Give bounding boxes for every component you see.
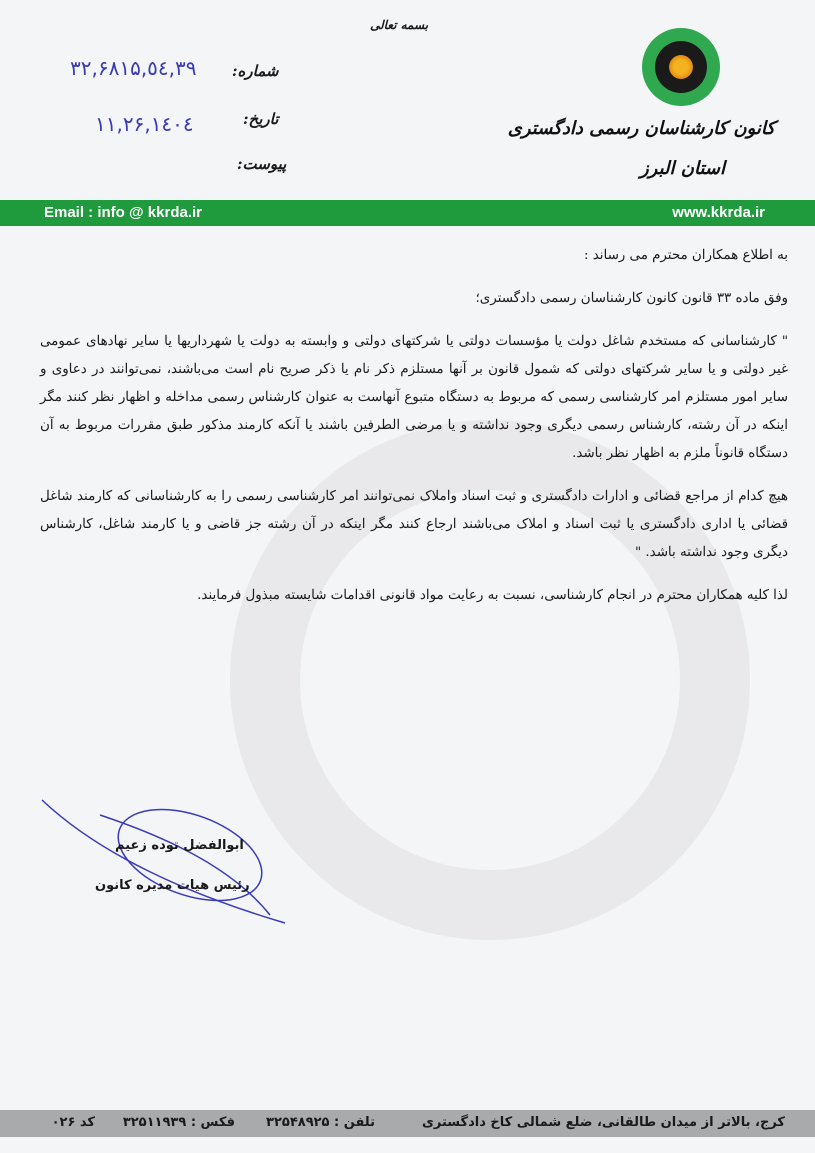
website-link[interactable]: www.kkrda.ir xyxy=(672,204,765,221)
email-link[interactable]: Email : info @ kkrda.ir xyxy=(44,204,202,221)
attachment-label: پیوست: xyxy=(237,155,287,173)
org-name: کانون کارشناسان رسمی دادگستری xyxy=(507,118,775,139)
paragraph-1: " کارشناسانی که مستخدم شاغل دولت یا مؤسسات دولتی یا شرکتهای دولتی و وابسته به دولت یا شهرداریها یا سایر نهادهای عمومی غیر دولتی و یا سایر شرکتهای دولتی که شمول قانون بر آنها مستلزم ذکر نام یا ذکر صریح نام است می‌باشند، نمی‌توانند در دعاوی و سایر امور مستلزم امر کارشناسی رسمی که مربوط به دستگاه متبوع آنهاست به عنوان کارشناس رسمی مداخله و اظهار نظر کنند مگر اینکه در آن رشته، کارشناس رسمی دیگری وجود نداشته و یا مرضی الطرفین باشند یا آنکه کارمند مذکور طبق مقررات مربوط به آن دستگاه قانوناً ملزم به اظهار نظر باشد. xyxy=(40,334,788,461)
greeting: به اطلاع همکاران محترم می رساند : xyxy=(583,248,788,263)
footer-address: کرج، بالاتر از میدان طالقانی، ضلع شمالی کاخ دادگستری xyxy=(421,1115,785,1130)
sun-icon xyxy=(669,55,693,79)
footer-fax: فکس : ۳۲۵۱۱۹۳۹ xyxy=(122,1115,235,1130)
number-value: ۳۹,٥٤,۳۲,۶۸۱۵ xyxy=(70,56,197,80)
letter-body xyxy=(40,242,788,625)
contact-bar xyxy=(0,200,815,226)
basmala: بسمه تعالی xyxy=(370,18,429,32)
paragraph-2: هیچ کدام از مراجع قضائی و ادارات دادگستری و ثبت اسناد واملاک نمی‌توانند امر کارشناسی رسمی را به کارشناسانی که کارمند شاغل قضائی یا اداری دادگستری یا ثبت اسناد و املاک می‌باشند ارجاع کنند مگر اینکه در آن رشته جز قاضی و یا کارمند شاغل، کارشناس دیگری وجود نداشته باشد. " xyxy=(40,489,788,560)
signature-scribble xyxy=(40,795,300,935)
org-logo xyxy=(642,28,720,106)
number-label: شماره: xyxy=(232,62,279,80)
intro: وفق ماده ۳۳ قانون کانون کارشناسان رسمی دادگستری؛ xyxy=(475,291,788,306)
signatory-title: رئیس هیات مدیره کانون xyxy=(95,878,250,893)
footer-bar xyxy=(0,1110,815,1137)
date-label: تاریخ: xyxy=(243,110,279,128)
province-name: استان البرز xyxy=(639,158,725,179)
footer-phone: تلفن : ۳۲۵۴۸۹۲۵ xyxy=(266,1115,375,1130)
signatory-name: ابوالفضل توده زعیم xyxy=(115,838,244,853)
closing: لذا کلیه همکاران محترم در انجام کارشناسی، نسبت به رعایت مواد قانونی اقدامات شایسته مبذول فرمایند. xyxy=(197,588,788,603)
date-value: ۱٤۰٤,۱۱,۲۶ xyxy=(95,112,194,136)
footer-code: کد ۰۲۶ xyxy=(51,1115,95,1130)
